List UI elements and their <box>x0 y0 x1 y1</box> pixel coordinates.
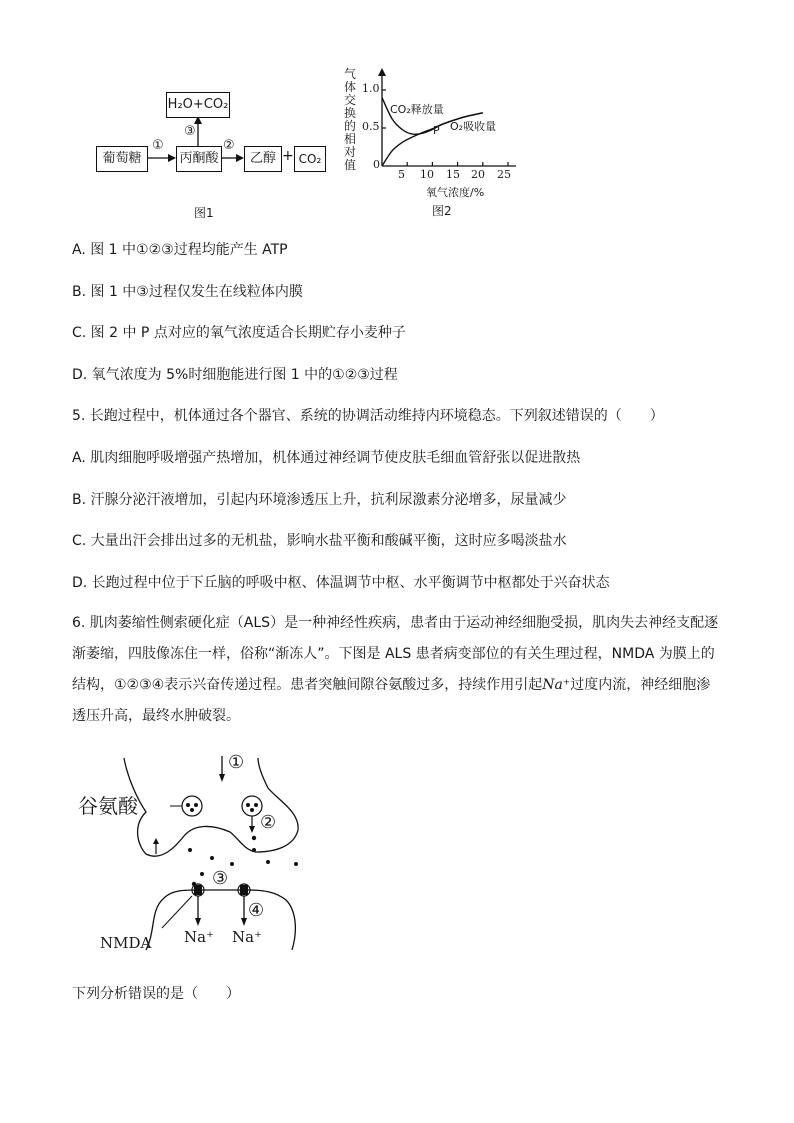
xtick-25: 25 <box>497 168 511 181</box>
synapse-figure <box>72 750 332 960</box>
co2-release-label: CO₂释放量 <box>390 103 444 116</box>
q5-option-a[interactable]: A. 肌肉细胞呼吸增强产热增加，机体通过神经调节使皮肤毛细血管舒张以促进散热 <box>72 450 581 466</box>
figure-2 <box>340 66 540 226</box>
q4-option-c[interactable]: C. 图 2 中 P 点对应的氧气浓度适合长期贮存小麦种子 <box>72 325 406 341</box>
q5-stem: 5. 长跑过程中，机体通过各个器官、系统的协调活动维持内环境稳态。下列叙述错误的（ ） <box>72 408 664 424</box>
q6-prompt: 下列分析错误的是（ ） <box>72 986 240 1002</box>
ethanol-label: 乙醇 <box>249 151 276 166</box>
nmda-label: NMDA <box>100 934 152 952</box>
q4-option-a[interactable]: A. 图 1 中①②③过程均能产生 ATP <box>72 242 288 258</box>
glucose-label: 葡萄糖 <box>102 151 142 166</box>
xtick-5: 5 <box>398 168 405 181</box>
xtick-10: 10 <box>420 168 434 181</box>
marker-3: ③ <box>212 868 229 889</box>
plus-sign: + <box>282 148 294 164</box>
q4-option-b[interactable]: B. 图 1 中③过程仅发生在线粒体内膜 <box>72 284 303 300</box>
figure-2-caption: 图2 <box>432 204 452 218</box>
q6-stem-text-end: 过度内流，神经细胞渗透压升高，最终水肿破裂。 <box>72 677 711 724</box>
ethanol-box <box>244 146 282 172</box>
ytick-0-5: 0.5 <box>362 120 380 133</box>
h2o-co2-label: H₂O+CO₂ <box>167 97 229 112</box>
vesicle-right <box>242 796 262 816</box>
co2-label: CO₂ <box>298 152 322 166</box>
step-3-marker: ③ <box>184 124 196 139</box>
marker-4: ④ <box>248 900 265 921</box>
q6-stem-text: 6. 肌肉萎缩性侧索硬化症（ALS）是一种神经性疾病，患者由于运动神经细胞受损，肌肉失去神经支配逐渐萎缩，四肢像冻住一样，俗称“渐冻人”。下图是 ALS 患者病变部位的有关生理过程，NMDA 为膜上的结构，①②③④表示兴奋传递过程。患者突触间隙谷氨酸过多，持续作用引起 <box>72 615 719 693</box>
co2-box <box>294 146 326 172</box>
q6-stem <box>72 608 724 732</box>
presynaptic-membrane <box>124 758 298 856</box>
ytick-0: 0 <box>373 158 380 171</box>
q5-option-d[interactable]: D. 长跑过程中位于下丘脑的呼吸中枢、体温调节中枢、水平衡调节中枢都处于兴奋状态 <box>72 575 610 591</box>
step-1-marker: ① <box>152 138 164 153</box>
o2-uptake-label: O₂吸收量 <box>450 120 497 133</box>
glucose-box <box>96 146 148 172</box>
q5-option-c[interactable]: C. 大量出汗会排出过多的无机盐，影响水盐平衡和酸碱平衡，这时应多喝淡盐水 <box>72 533 567 549</box>
xtick-20: 20 <box>471 168 485 181</box>
glutamate-label: 谷氨酸 <box>78 794 138 818</box>
figure-1-caption: 图1 <box>194 206 214 220</box>
q5-option-b[interactable]: B. 汗腺分泌汗液增加，引起内环境渗透压上升，抗利尿激素分泌增多，尿量减少 <box>72 492 567 508</box>
pyruvate-box <box>176 146 222 172</box>
vesicle-left <box>182 796 202 816</box>
figure-1 <box>90 88 330 228</box>
h2o-co2-box <box>166 92 230 118</box>
na-label-2: Na⁺ <box>232 928 262 946</box>
point-p-label: P <box>433 124 440 137</box>
na-ion: Na⁺ <box>542 677 571 693</box>
na-label-1: Na⁺ <box>184 928 214 946</box>
postsynaptic-membrane <box>146 890 295 950</box>
marker-2: ② <box>260 812 277 833</box>
step-2-marker: ② <box>223 138 235 153</box>
ytick-1-0: 1.0 <box>362 82 380 95</box>
pyruvate-label: 丙酮酸 <box>179 151 219 166</box>
q4-option-d[interactable]: D. 氧气浓度为 5%时细胞能进行图 1 中的①②③过程 <box>72 367 398 383</box>
figure-2-xlabel: 氧气浓度/% <box>426 186 485 199</box>
figure-2-ylabel: 气体交换的相对值 <box>344 67 357 172</box>
marker-1: ① <box>228 752 245 773</box>
xtick-15: 15 <box>446 168 460 181</box>
